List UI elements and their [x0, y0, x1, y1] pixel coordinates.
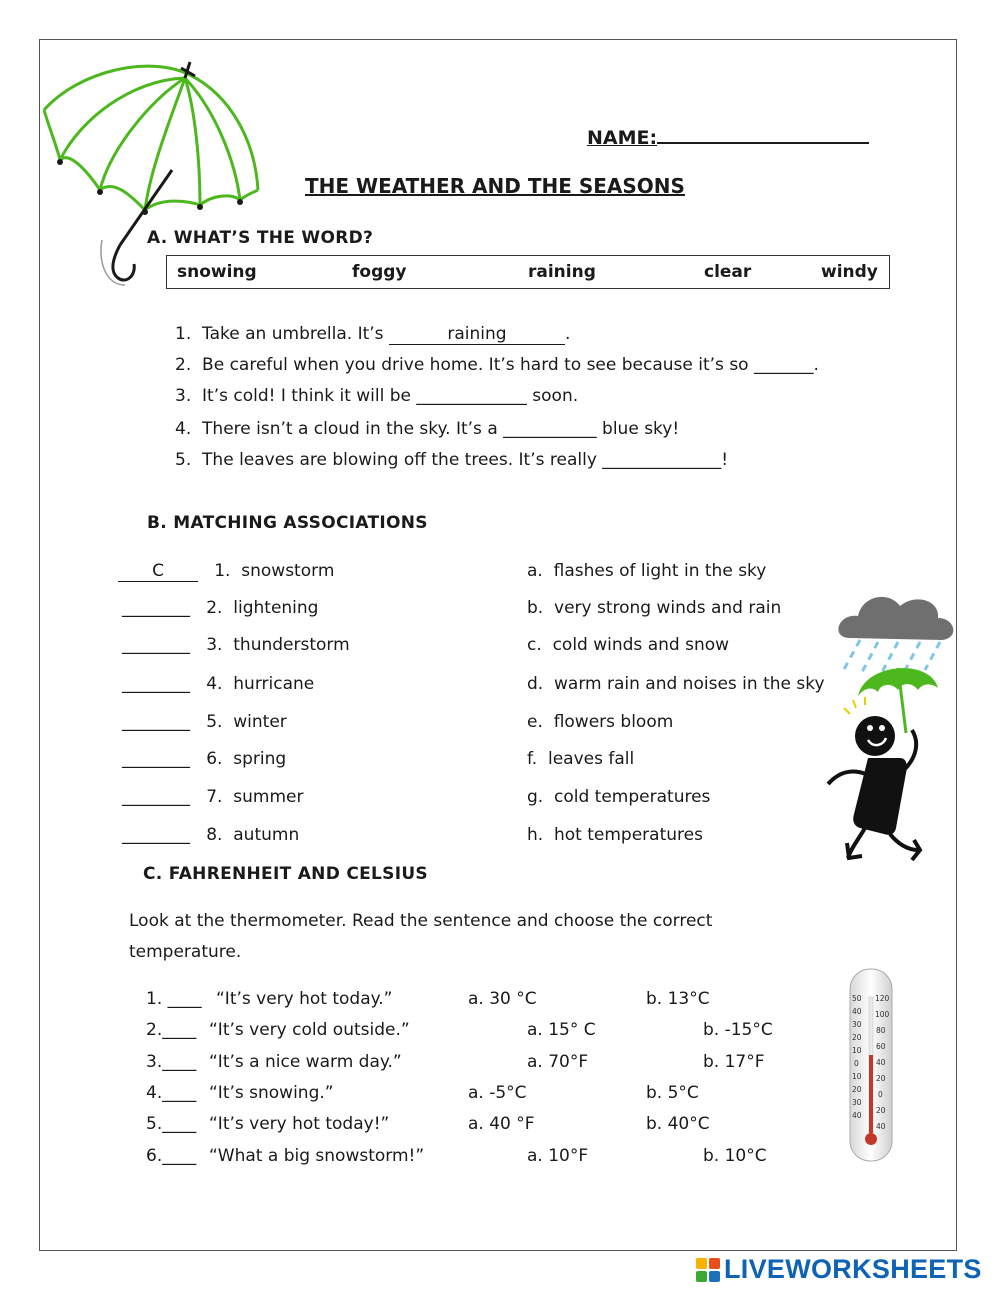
thermo-f-label: 80	[876, 1026, 886, 1035]
section-b-heading: B. MATCHING ASSOCIATIONS	[147, 513, 428, 533]
liveworksheets-logo[interactable]	[696, 1254, 982, 1285]
temp-item-quote: “It’s a nice warm day.”	[209, 1052, 402, 1072]
name-blank[interactable]	[657, 122, 869, 144]
thermo-f-label: 100	[875, 1010, 890, 1019]
thermo-c-label: 10	[852, 1046, 862, 1055]
rain-figure-illustration	[820, 578, 960, 863]
temp-option-a[interactable]: a. 15° C	[527, 1020, 596, 1040]
temp-item-quote: “It’s very hot today.”	[216, 989, 393, 1009]
temp-item-quote: “It’s very cold outside.”	[209, 1020, 410, 1040]
temp-option-b[interactable]: b. 10°C	[703, 1146, 767, 1166]
match-answer-input[interactable]: C	[118, 561, 198, 582]
match-answer-input[interactable]: ________	[122, 787, 190, 807]
temp-option-b[interactable]: b. 40°C	[646, 1114, 710, 1134]
match-option: c. cold winds and snow	[527, 635, 730, 655]
fill-item: 5. The leaves are blowing off the trees. It’s really ______________!	[175, 450, 729, 470]
thermo-f-label: 120	[875, 994, 890, 1003]
match-row: ________ 4. hurricane	[122, 674, 315, 694]
match-option: h. hot temperatures	[527, 825, 703, 845]
word-bank-item: raining	[528, 262, 596, 282]
match-option: e. flowers bloom	[527, 712, 674, 732]
temp-option-b[interactable]: b. 13°C	[646, 989, 710, 1009]
word-bank-item: snowing	[177, 262, 257, 282]
thermo-c-label: 20	[852, 1085, 862, 1094]
match-answer-input[interactable]: ________	[122, 712, 190, 732]
thermo-c-label: 30	[852, 1098, 862, 1107]
logo-blocks-icon	[696, 1258, 720, 1282]
page-title: THE WEATHER AND THE SEASONS	[305, 174, 685, 198]
fill-item: 1. Take an umbrella. It’s raining .	[175, 324, 571, 344]
thermo-f-label: 0	[878, 1090, 883, 1099]
match-row: ________ 2. lightening	[122, 598, 319, 618]
temp-item-number[interactable]: 2.____	[146, 1020, 197, 1040]
answer-input[interactable]: raining	[389, 324, 565, 345]
temp-item-number[interactable]: 3.____	[146, 1052, 197, 1072]
thermo-c-label: 40	[852, 1007, 862, 1016]
temp-item-number[interactable]: 1. ____	[146, 989, 202, 1009]
logo-text: LIVEWORKSHEETS	[724, 1254, 982, 1284]
match-option: g. cold temperatures	[527, 787, 711, 807]
thermometer-illustration	[848, 967, 894, 1163]
word-bank-item: foggy	[352, 262, 407, 282]
temp-option-b[interactable]: b. -15°C	[703, 1020, 773, 1040]
section-c-heading: C. FAHRENHEIT AND CELSIUS	[143, 864, 428, 884]
thermo-f-label: 20	[876, 1106, 886, 1115]
thermo-c-label: 10	[852, 1072, 862, 1081]
umbrella-illustration	[40, 50, 270, 290]
name-label: NAME:	[587, 127, 658, 149]
match-row: ________ 3. thunderstorm	[122, 635, 350, 655]
temp-option-b[interactable]: b. 5°C	[646, 1083, 699, 1103]
temp-item-number[interactable]: 6.____	[146, 1146, 197, 1166]
match-row: C 1. snowstorm	[118, 561, 334, 582]
thermo-f-label: 60	[876, 1042, 886, 1051]
name-field	[587, 122, 869, 149]
fill-item: 3. It’s cold! I think it will be _____________ soon.	[175, 386, 579, 406]
section-a-heading: A. WHAT’S THE WORD?	[147, 228, 374, 248]
temp-item-number[interactable]: 5.____	[146, 1114, 197, 1134]
temp-option-a[interactable]: a. 10°F	[527, 1146, 589, 1166]
match-answer-input[interactable]: ________	[122, 825, 190, 845]
match-row: ________ 6. spring	[122, 749, 287, 769]
match-option: b. very strong winds and rain	[527, 598, 782, 618]
instruction-line: Look at the thermometer. Read the sentence and choose the correct	[129, 911, 713, 931]
match-answer-input[interactable]: ________	[122, 749, 190, 769]
match-row: ________ 5. winter	[122, 712, 287, 732]
temp-option-a[interactable]: a. 70°F	[527, 1052, 589, 1072]
fill-item: 2. Be careful when you drive home. It’s hard to see because it’s so _______.	[175, 355, 819, 375]
match-option: f. leaves fall	[527, 749, 635, 769]
match-row: ________ 8. autumn	[122, 825, 300, 845]
thermo-c-label: 40	[852, 1111, 862, 1120]
temp-option-a[interactable]: a. 30 °C	[468, 989, 537, 1009]
thermo-c-label: 20	[852, 1033, 862, 1042]
instruction-line: temperature.	[129, 942, 242, 962]
temp-option-b[interactable]: b. 17°F	[703, 1052, 765, 1072]
match-option: a. flashes of light in the sky	[527, 561, 767, 581]
match-answer-input[interactable]: ________	[122, 598, 190, 618]
thermo-c-label: 0	[854, 1059, 859, 1068]
word-bank	[166, 255, 890, 289]
temp-option-a[interactable]: a. -5°C	[468, 1083, 527, 1103]
thermo-c-label: 50	[852, 994, 862, 1003]
thermo-f-label: 40	[876, 1122, 886, 1131]
thermo-c-label: 30	[852, 1020, 862, 1029]
temp-item-quote: “What a big snowstorm!”	[209, 1146, 425, 1166]
match-row: ________ 7. summer	[122, 787, 304, 807]
word-bank-item: windy	[821, 262, 878, 282]
temp-option-a[interactable]: a. 40 °F	[468, 1114, 535, 1134]
match-option: d. warm rain and noises in the sky	[527, 674, 825, 694]
match-answer-input[interactable]: ________	[122, 635, 190, 655]
thermo-f-label: 20	[876, 1074, 886, 1083]
temp-item-quote: “It’s very hot today!”	[209, 1114, 390, 1134]
fill-item: 4. There isn’t a cloud in the sky. It’s a ___________ blue sky!	[175, 419, 680, 439]
thermo-f-label: 40	[876, 1058, 886, 1067]
temp-item-number[interactable]: 4.____	[146, 1083, 197, 1103]
temp-item-quote: “It’s snowing.”	[209, 1083, 334, 1103]
word-bank-item: clear	[704, 262, 752, 282]
match-answer-input[interactable]: ________	[122, 674, 190, 694]
